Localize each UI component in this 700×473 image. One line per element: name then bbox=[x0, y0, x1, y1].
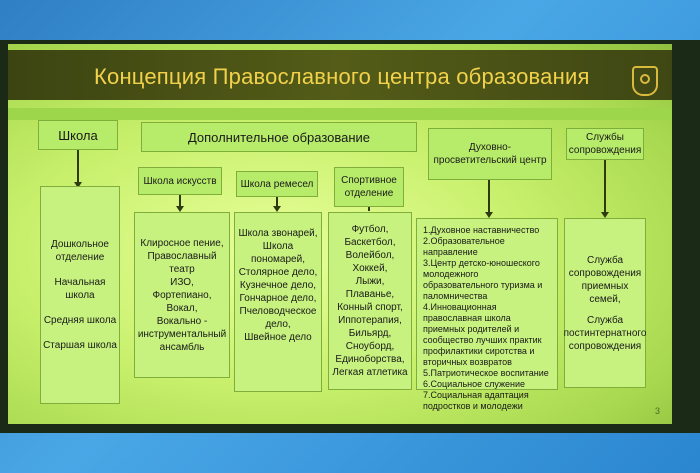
list-item: Школа пономарей, bbox=[251, 241, 305, 265]
connector-line bbox=[368, 207, 370, 211]
header-school: Школа bbox=[38, 120, 118, 150]
list-item: Баскетбол, bbox=[344, 237, 396, 248]
list-item: Иппотерапия, bbox=[338, 315, 402, 326]
list-crafts bbox=[234, 212, 322, 392]
list-sport bbox=[328, 212, 412, 390]
list-item: Вокально - инструментальный ансамбль bbox=[137, 315, 227, 353]
header-services: Службы сопровождения bbox=[566, 128, 644, 160]
list-item: Футбол, bbox=[351, 224, 389, 235]
list-item: Единоборства, bbox=[335, 354, 405, 365]
list-item: Легкая атлетика bbox=[332, 367, 408, 378]
list-item: 1.Духовное наставничество bbox=[423, 225, 540, 235]
page-number: 3 bbox=[654, 406, 660, 416]
list-item: Швейное дело bbox=[244, 332, 312, 343]
list-item: Православный театр bbox=[147, 250, 217, 275]
list-item: Лыжи, bbox=[355, 276, 385, 287]
list-item: 4.Инновационная православная школа приемных родителей и сообщество лучших практик профилактики сиротства и вторичных возвратов bbox=[423, 302, 542, 367]
list-item: 7.Социальная адаптация подростков и молодежи bbox=[423, 390, 529, 411]
list-item: Волейбол, bbox=[345, 250, 395, 261]
list-item: 2.Образовательное направление bbox=[423, 236, 505, 257]
list-item: Клиросное пение, bbox=[140, 237, 224, 249]
list-item: Сноуборд, bbox=[345, 341, 395, 352]
list-item: Служба постинтернатного сопровождения bbox=[563, 314, 647, 352]
connector-line bbox=[488, 180, 490, 214]
list-item: Дошкольное отделение bbox=[51, 239, 109, 263]
subheader-crafts: Школа ремесел bbox=[236, 171, 318, 197]
list-item: Фортепиано, bbox=[152, 289, 212, 301]
connector-line bbox=[77, 150, 79, 186]
list-arts bbox=[134, 212, 230, 378]
list-item: Кузнечное дело, bbox=[239, 280, 317, 291]
list-item: 3.Центр детско-юношеского молодежного образовательного туризма и паломничества bbox=[423, 258, 543, 301]
list-school bbox=[40, 186, 120, 404]
list-item: Плаванье, bbox=[345, 289, 395, 300]
list-item: 6.Социальное служение bbox=[423, 379, 526, 389]
presentation-slide bbox=[8, 44, 672, 424]
emblem-icon bbox=[632, 66, 658, 96]
subheader-arts: Школа искусств bbox=[138, 167, 222, 195]
list-item: Столярное дело, bbox=[238, 267, 318, 278]
list-item: Хоккей, bbox=[352, 263, 388, 274]
list-item: Старшая школа bbox=[43, 340, 117, 351]
top-band bbox=[8, 108, 672, 120]
list-item: Служба сопровождения приемных семей, bbox=[568, 254, 642, 305]
list-services bbox=[564, 218, 646, 388]
connector-line bbox=[604, 160, 606, 214]
list-spiritual bbox=[416, 218, 558, 411]
header-spiritual-center: Духовно-просветительский центр bbox=[428, 128, 552, 180]
list-item: Средняя школа bbox=[43, 315, 117, 326]
list-item: Вокал, bbox=[166, 302, 198, 314]
list-item: Школа звонарей, bbox=[238, 228, 318, 239]
list-item: Бильярд, bbox=[348, 328, 392, 339]
title-bar bbox=[8, 50, 672, 100]
list-item: 5.Патриотическое воспитание bbox=[423, 368, 549, 378]
list-item: Конный спорт, bbox=[337, 302, 403, 313]
list-item: Гончарное дело, bbox=[239, 293, 317, 304]
slide-title: Концепция Православного центра образования bbox=[94, 64, 590, 89]
list-item: Начальная школа bbox=[54, 277, 106, 301]
list-item: Пчеловодческое дело, bbox=[239, 306, 317, 330]
subheader-sport: Спортивное отделение bbox=[334, 167, 404, 207]
header-additional-education: Дополнительное образование bbox=[141, 122, 417, 152]
list-item: ИЗО, bbox=[170, 276, 194, 288]
